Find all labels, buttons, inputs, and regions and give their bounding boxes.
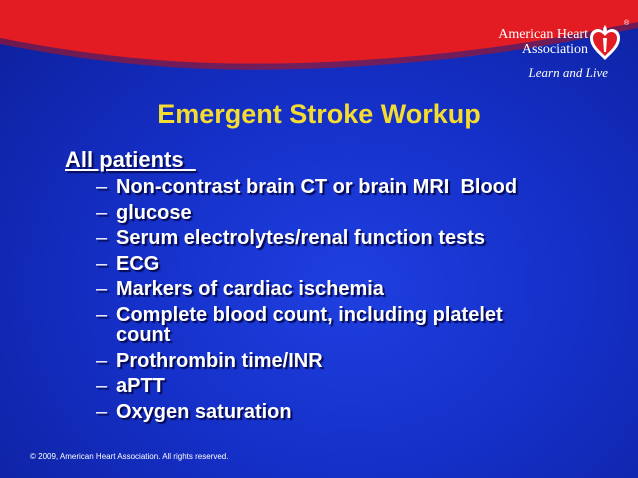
list-item: [96, 254, 546, 274]
dash-bullet: –: [96, 278, 108, 301]
dash-bullet: –: [96, 303, 108, 326]
list-item-text: Markers of cardiac ischemia: [116, 278, 384, 301]
bullet-list: [96, 177, 546, 427]
list-item: [96, 203, 546, 223]
list-item: [96, 177, 546, 197]
aha-tagline: Learn and Live: [528, 65, 608, 80]
dash-bullet: –: [96, 176, 108, 198]
list-item-text: aPTT: [116, 375, 165, 398]
list-item-text: Non-contrast brain CT or brain MRI Blood: [116, 176, 518, 198]
registered-mark-icon: ®: [624, 20, 630, 27]
dash-bullet: –: [96, 375, 108, 398]
list-item-text: Prothrombin time/INR: [116, 349, 323, 372]
dash-bullet: –: [96, 227, 108, 250]
aha-logo-text: [498, 28, 588, 57]
list-item: [96, 305, 546, 345]
list-item: [96, 279, 546, 299]
copyright-footer: © 2009, American Heart Association. All rights reserved.: [30, 452, 229, 461]
list-item: [96, 351, 546, 371]
list-item-text: Serum electrolytes/renal function tests: [116, 227, 486, 250]
list-item: [96, 228, 546, 248]
dash-bullet: –: [96, 400, 108, 423]
list-item: [96, 402, 546, 422]
slide-title: Emergent Stroke Workup: [157, 99, 481, 129]
list-item-text: ECG: [116, 252, 160, 275]
heart-torch-icon: [588, 22, 622, 62]
list-item: [96, 376, 546, 396]
list-item-text: glucose: [116, 201, 192, 224]
dash-bullet: –: [96, 252, 108, 275]
list-item-text: Complete blood count, including platelet count: [116, 303, 509, 346]
logo-name-line2: Association: [521, 41, 588, 57]
list-item-text: Oxygen saturation: [116, 400, 292, 423]
logo-name-line1: American Heart: [498, 27, 588, 42]
section-heading: All patients: [65, 147, 196, 172]
dash-bullet: –: [96, 201, 108, 224]
dash-bullet: –: [96, 349, 108, 372]
